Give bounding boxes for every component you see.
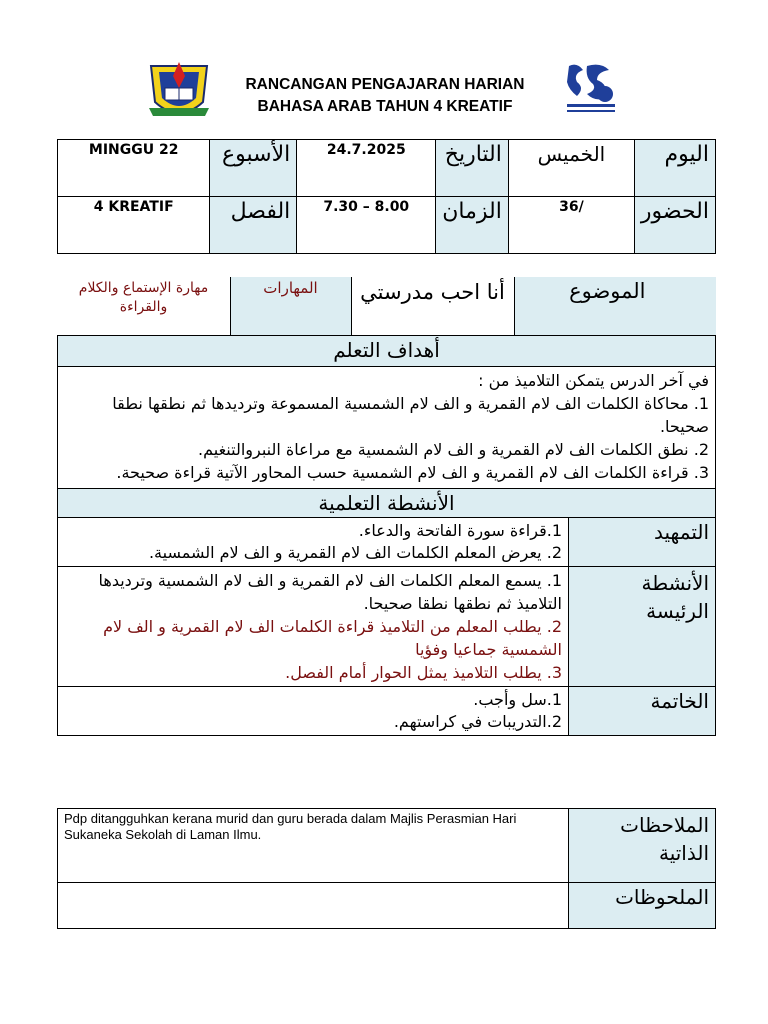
objectives-cell [58, 367, 716, 489]
closing-content [58, 687, 569, 736]
time-label: الزمان [436, 197, 509, 254]
attendance-value: /36 [508, 197, 634, 254]
reflection-text: Pdp ditangguhkan kerana murid dan guru berada dalam Majlis Perasmian Hari Sukaneka Sekolah di Laman Ilmu. [58, 809, 569, 883]
week-label: الأسبوع [210, 140, 297, 197]
notes-table [57, 808, 716, 929]
objectives-intro: في آخر الدرس يتمكن التلاميذ من : [478, 371, 709, 390]
skills-label: المهارات [230, 277, 351, 335]
closing-item: 1.سل وأجب. [473, 690, 562, 709]
activities-header: الأنشطة التعلمية [58, 489, 716, 518]
intro-item: 1.قراءة سورة الفاتحة والدعاء. [358, 521, 562, 540]
objectives-header: أهداف التعلم [58, 336, 716, 367]
closing-label: الخاتمة [569, 687, 716, 736]
intro-content [58, 518, 569, 567]
title-line-1: RANCANGAN PENGAJARAN HARIAN [245, 76, 525, 93]
reflection-label: الملاحظات الذاتية [569, 809, 716, 883]
notes-text [58, 883, 569, 929]
day-value: الخميس [508, 140, 634, 197]
main-label: الأنشطة الرئيسة [569, 567, 716, 687]
district-logo [563, 60, 619, 120]
objective-item: 2. نطق الكلمات الف لام القمرية و الف لام الشمسية مع مراعاة النبروالتنغيم. [198, 440, 709, 459]
lesson-table [57, 277, 716, 736]
skills-value: مهارة الإستماع والكلام والقراءة [58, 277, 231, 335]
class-value: 4 KREATIF [58, 197, 210, 254]
closing-item: 2.التدريبات في كراستهم. [393, 712, 562, 731]
page-title [215, 74, 555, 118]
info-table [57, 139, 716, 254]
class-label: الفصل [210, 197, 297, 254]
attendance-label: الحضور [634, 197, 715, 254]
school-logo [145, 58, 213, 126]
intro-item: 2. يعرض المعلم الكلمات الف لام القمرية و الف لام الشمسية. [148, 543, 562, 562]
date-label: التاريخ [436, 140, 509, 197]
week-value: MINGGU 22 [58, 140, 210, 197]
main-item: 2. يطلب المعلم من التلاميذ قراءة الكلمات الف لام القمرية و الف لام الشمسية جماعيا وفؤيا [103, 617, 562, 659]
date-value: 24.7.2025 [297, 140, 436, 197]
main-content [58, 567, 569, 687]
time-value: 7.30 – 8.00 [297, 197, 436, 254]
objective-item: 3. قراءة الكلمات الف لام القمرية و الف لام الشمسية حسب المحاور الآتية قراءة صحيحة. [116, 463, 709, 482]
topic-label: الموضوع [514, 277, 716, 335]
intro-label: التمهيد [569, 518, 716, 567]
topic-value: أنا احب مدرستي [351, 277, 514, 335]
day-label: اليوم [634, 140, 715, 197]
notes-label: الملحوظات [569, 883, 716, 929]
main-item: 3. يطلب التلاميذ يمثل الحوار أمام الفصل. [285, 663, 562, 682]
title-line-2: BAHASA ARAB TAHUN 4 KREATIF [257, 98, 513, 115]
objective-item: 1. محاكاة الكلمات الف لام القمرية و الف لام الشمسية المسموعة وترديدها ثم نطقها نطقا صحيحا. [112, 394, 709, 436]
main-item: 1. يسمع المعلم الكلمات الف لام القمرية و الف لام الشمسية وترديدها التلاميذ ثم نطقها نطقا صحيحا. [98, 571, 562, 613]
